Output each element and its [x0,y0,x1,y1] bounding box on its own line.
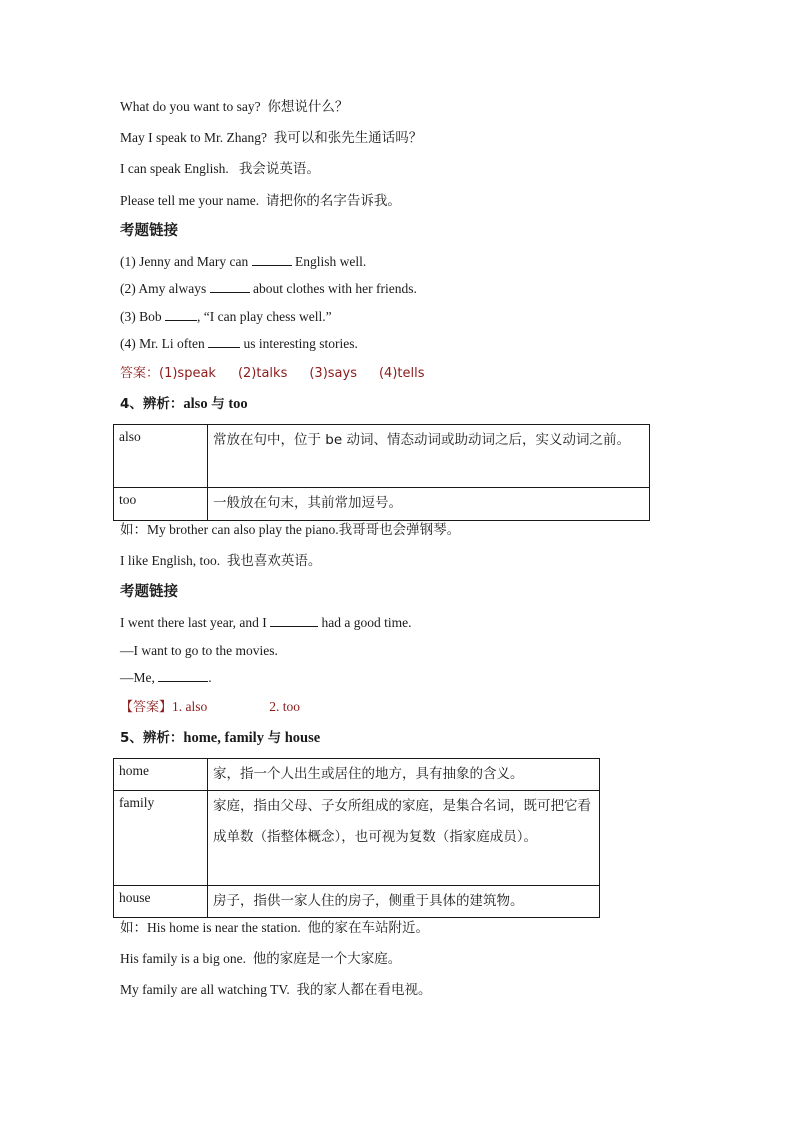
example-cn: 他的家庭是一个大家庭。 [252,951,402,967]
question-text: (4) Mr. Li often [120,336,205,351]
answer-blank [252,253,292,266]
example-cn: 我哥哥也会弹钢琴。 [338,522,461,538]
answer-blank [208,335,240,348]
table-row [114,886,600,918]
table-term: also [114,425,208,488]
question-text: English well. [294,254,367,269]
section-title-en: too [228,396,248,412]
exam2-question-3: —Me, . [120,670,212,685]
section-title-cn: 5、辨析： [120,730,184,746]
exam2-question-1 [120,614,412,632]
exam1-question-4 [120,335,358,353]
home-family-house-table [113,758,600,918]
answer-item: 2. too [269,699,301,714]
section-5-example-3 [120,981,431,999]
question-text: had a good time. [321,615,412,630]
table-term: house [114,886,208,918]
table-definition: 常放在句中，位于 be 动词、情态动词或助动词之后，实义动词之前。 [208,425,650,488]
example-cn: 我的家人都在看电视。 [296,982,432,998]
section-4-example-1 [120,521,460,539]
table-row [114,759,600,791]
answer-label: 答案： [120,366,160,381]
phrase-en: I can speak English. [120,161,229,176]
phrase-line-4 [120,192,401,210]
exam2-answer [120,698,300,717]
table-term: too [114,488,208,521]
example-cn: 我也喜欢英语。 [226,553,322,569]
exam1-question-3 [120,308,332,326]
section-5-title [120,729,320,747]
phrase-cn: 我会说英语。 [238,161,320,177]
section-title-cn: 与 [267,730,282,746]
table-row [114,791,600,886]
section-4-title [120,395,248,413]
question-text: (2) Amy always [120,281,207,296]
answer-blank [210,280,250,293]
answer-item: (1)speak [159,366,216,381]
example-en: His family is a big one. [120,951,246,966]
table-term: family [114,791,208,886]
example-en: I like English, too. [120,553,221,568]
answer-item: (2)talks [237,366,288,381]
question-text: (3) Bob [120,309,162,324]
question-text: —Me, [120,670,155,685]
section-title-en: house [284,730,321,746]
table-term: home [114,759,208,791]
answer-item: (4)tells [378,366,425,381]
phrase-en: What do you want to say? [120,99,261,114]
question-text: (1) Jenny and Mary can [120,254,249,269]
question-text: about clothes with her friends. [252,281,417,296]
table-row [114,425,650,488]
phrase-cn: 你想说什么？ [267,99,349,115]
answer-item: (3)says [309,366,357,381]
example-en: My family are all watching TV. [120,982,290,997]
section-title-en: home, family [183,730,264,746]
exam2-question-2: —I want to go to the movies. [120,643,278,658]
exam-heading-1: 考题链接 [120,223,178,239]
answer-blank [165,308,197,321]
question-text: I went there last year, and I [120,615,267,630]
answer-blank [270,614,318,627]
table-definition: 家，指一个人出生或居住的地方，具有抽象的含义。 [208,759,600,791]
table-definition: 房子，指供一家人住的房子，侧重于具体的建筑物。 [208,886,600,918]
phrase-cn: 请把你的名字告诉我。 [265,193,401,209]
example-en: My brother can also play the piano. [147,522,339,537]
table-definition: 一般放在句末，其前常加逗号。 [208,488,650,521]
section-5-example-1 [120,919,429,937]
answer-label: 【答案】 [120,700,173,715]
exam1-question-1 [120,253,366,271]
section-4-example-2 [120,552,321,570]
question-text: us interesting stories. [243,336,358,351]
phrase-line-2 [120,129,422,147]
exam1-question-2 [120,280,417,298]
example-en: His home is near the station. [147,920,301,935]
section-title-cn: 4、辨析： [120,396,184,412]
phrase-line-3 [120,160,320,178]
table-definition: 家庭，指由父母、子女所组成的家庭，是集合名词，既可把它看成单数（指整体概念），也可视为复数（指家庭成员）。 [208,791,600,886]
answer-item: 1. also [172,699,208,714]
phrase-en: May I speak to Mr. Zhang? [120,130,267,145]
section-title-en: also [183,396,208,412]
section-5-example-2 [120,950,401,968]
example-prefix: 如： [120,522,147,538]
answer-blank [158,669,208,682]
exam1-answer [120,364,425,383]
question-text: , “I can play chess well.” [197,309,332,324]
table-row [114,488,650,521]
phrase-line-1 [120,98,348,116]
example-cn: 他的家在车站附近。 [307,920,429,936]
exam-heading-2: 考题链接 [120,584,178,600]
phrase-en: Please tell me your name. [120,193,260,208]
section-title-cn: 与 [211,396,225,412]
phrase-cn: 我可以和张先生通话吗？ [273,130,423,146]
also-too-table [113,424,650,521]
example-prefix: 如： [120,920,147,936]
